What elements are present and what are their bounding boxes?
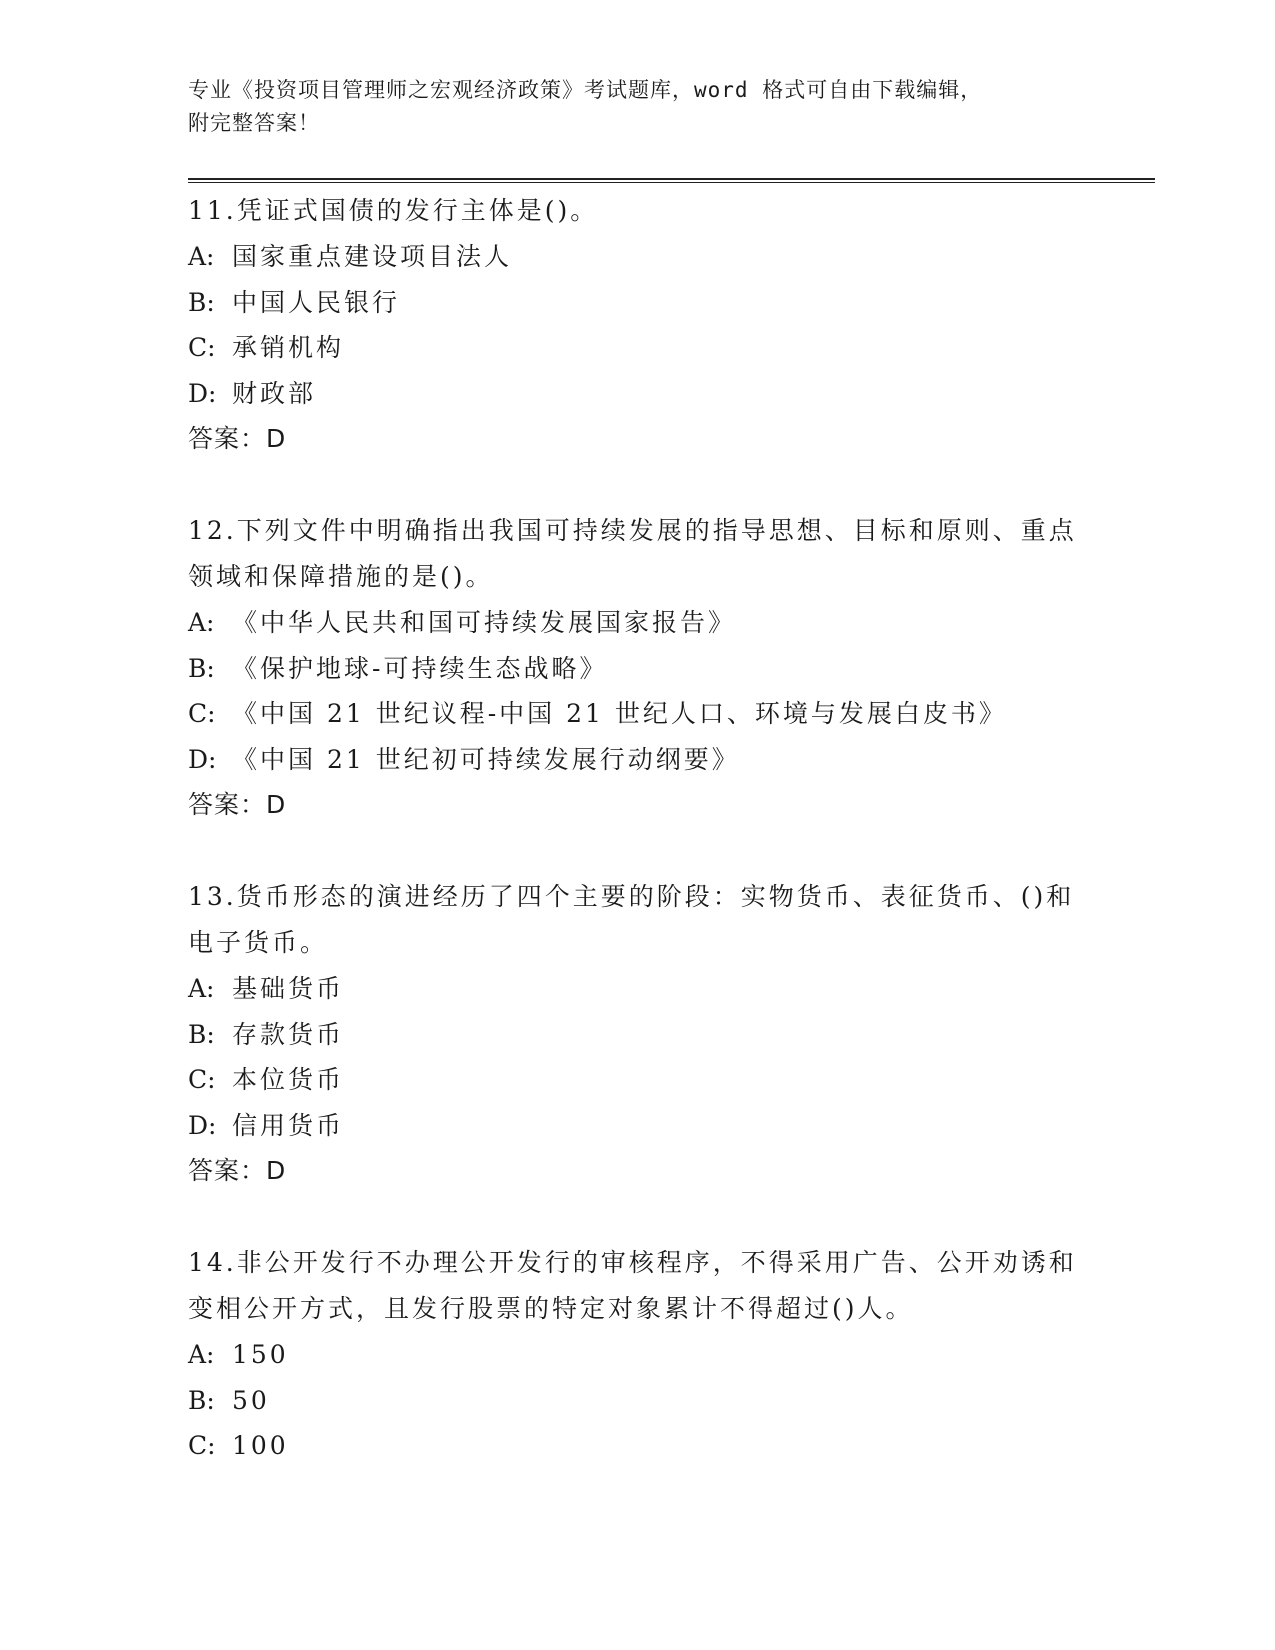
question-stem: 14.非公开发行不办理公开发行的审核程序，不得采用广告、公开劝诱和变相公开方式，且发行股票的特定对象累计不得超过()人。 xyxy=(188,1248,1077,1323)
header-line-1: 专业《投资项目管理师之宏观经济政策》考试题库，word 格式可自由下载编辑， xyxy=(188,78,983,102)
option-text: 信用货币 xyxy=(232,1110,345,1140)
option-a xyxy=(188,1332,1088,1378)
question-stem: 13.货币形态的演进经历了四个主要的阶段：实物货币、表征货币、()和电子货币。 xyxy=(188,882,1075,957)
option-text: 《中华人民共和国可持续发展国家报告》 xyxy=(232,608,737,637)
option-key: B: xyxy=(188,287,215,317)
option-text: 中国人民银行 xyxy=(232,287,401,317)
question-13 xyxy=(188,874,1088,1194)
question-11 xyxy=(188,188,1088,462)
header-line-2: 附完整答案！ xyxy=(188,111,320,135)
option-a xyxy=(188,234,1088,280)
option-key: A: xyxy=(188,974,215,1003)
option-a xyxy=(188,600,1088,646)
option-c xyxy=(188,1057,1088,1103)
option-key: C: xyxy=(188,1431,216,1460)
option-text: 《中国 21 世纪议程-中国 21 世纪人口、环境与发展白皮书》 xyxy=(232,699,1007,728)
option-text: 存款货币 xyxy=(232,1019,345,1049)
answer-line: 答案：D xyxy=(188,790,287,819)
answer-line: 答案：D xyxy=(188,424,287,453)
option-text: 国家重点建设项目法人 xyxy=(232,242,513,271)
option-key: D: xyxy=(188,1110,217,1140)
header-divider xyxy=(188,178,1155,183)
option-key: C: xyxy=(188,333,216,362)
option-d xyxy=(188,737,1088,783)
option-b xyxy=(188,280,1088,326)
question-14 xyxy=(188,1240,1088,1469)
question-stem: 11.凭证式国债的发行主体是()。 xyxy=(188,196,599,225)
option-c xyxy=(188,691,1088,737)
option-text: 基础货币 xyxy=(232,974,345,1003)
option-key: A: xyxy=(188,242,215,271)
option-key: B: xyxy=(188,653,215,683)
option-text: 100 xyxy=(232,1431,289,1460)
option-c xyxy=(188,325,1088,371)
option-key: C: xyxy=(188,1065,216,1094)
option-key: D: xyxy=(188,744,217,774)
option-key: B: xyxy=(188,1385,215,1415)
option-a xyxy=(188,966,1088,1012)
option-text: 承销机构 xyxy=(232,333,345,362)
option-c xyxy=(188,1423,1088,1469)
option-key: A: xyxy=(188,608,215,637)
option-text: 150 xyxy=(232,1340,289,1369)
question-list xyxy=(188,188,1088,1515)
answer-line: 答案：D xyxy=(188,1156,287,1185)
option-key: B: xyxy=(188,1019,215,1049)
document-header xyxy=(188,74,1088,140)
option-b xyxy=(188,1012,1088,1058)
question-stem: 12.下列文件中明确指出我国可持续发展的指导思想、目标和原则、重点领域和保障措施的是()。 xyxy=(188,516,1077,591)
option-key: A: xyxy=(188,1340,215,1369)
option-text: 50 xyxy=(232,1385,270,1415)
option-d xyxy=(188,371,1088,417)
option-b xyxy=(188,1378,1088,1424)
option-text: 《中国 21 世纪初可持续发展行动纲要》 xyxy=(232,744,740,774)
question-12 xyxy=(188,508,1088,828)
option-key: C: xyxy=(188,699,216,728)
option-d xyxy=(188,1103,1088,1149)
option-text: 本位货币 xyxy=(232,1065,345,1094)
option-b xyxy=(188,646,1088,692)
option-text: 财政部 xyxy=(232,378,317,408)
option-key: D: xyxy=(188,378,217,408)
option-text: 《保护地球-可持续生态战略》 xyxy=(232,653,608,683)
